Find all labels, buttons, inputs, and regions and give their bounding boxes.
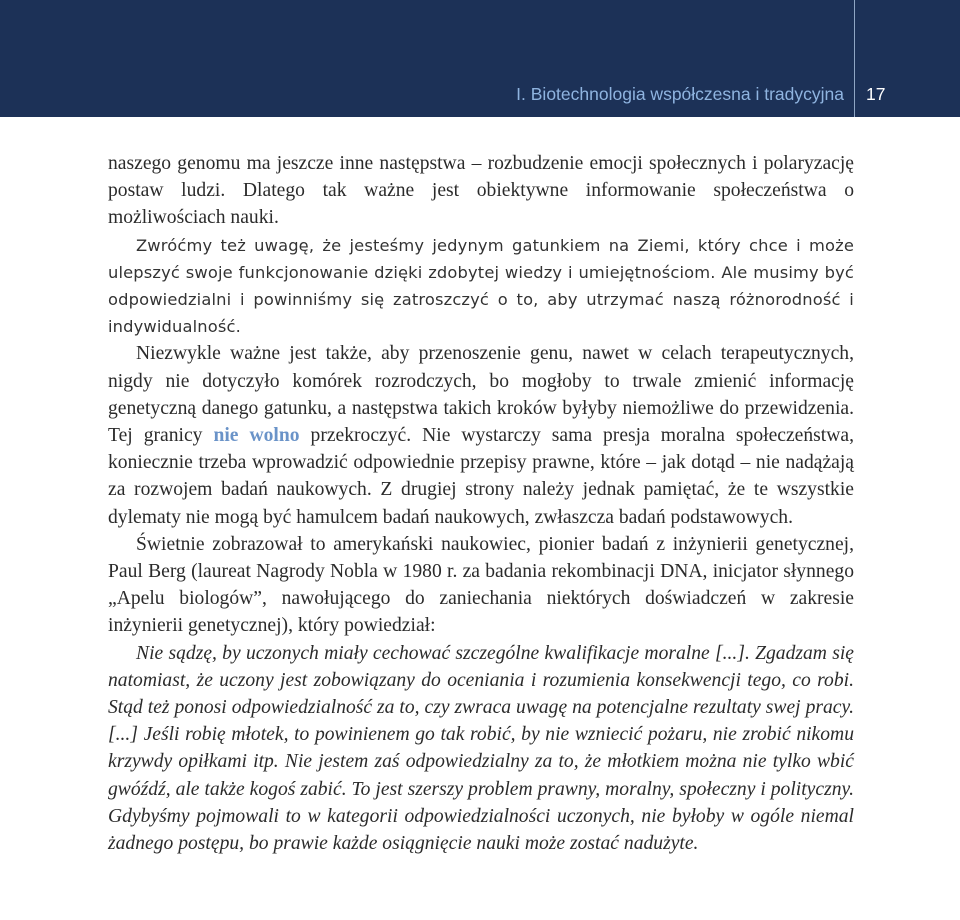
highlighted-phrase: nie wolno (213, 425, 300, 447)
paragraph-4: Świetnie zobrazował to amerykański naukowiec, pionier badań z inżynierii genetycznej, Paul Berg (laureat Nagrody Nobla w 1980 r. za badania rekombinacji DNA, inicjator słynnego „Apelu biologów”, nawołującego do zaniechania niektórych doświadczeń w zakresie inżynierii genetycznej), który powiedział: (108, 533, 854, 637)
paragraph-3-text-b: przekroczyć. Nie wystarczy sama presja moralna społeczeństwa, koniecznie trzeba wprowadzić odpowiednie przepisy prawne, które – jak dotąd – nie nadążają za rozwojem badań naukowych. Z drugiej strony należy jednak pamiętać, że te wszystkie dylematy nie mogą być hamulcem badań naukowych, zwłaszcza badań podstawowych. (108, 425, 854, 528)
body-text (108, 150, 854, 857)
paragraph-3 (108, 340, 854, 530)
page-number: 17 (866, 84, 886, 104)
berg-quote: Nie sądzę, by uczonych miały cechować szczególne kwalifikacje moralne [...]. Zgadzam się natomiast, że uczony jest zobowiązany do oceniania i rozumienia konsekwencji tego, co robi. Stąd też ponosi odpowiedzialność za to, czy zwraca uwagę na potencjalne rezultaty swej pracy. [...] Jeśli robię młotek, to powinienem go tak robić, by nie wzniecić pożaru, nie zrobić nikomu krzywdy opiłkami itp. Nie jestem zaś odpowiedzialny za to, że młotkiem można nie tylko wbić gwóźdź, ale także kogoś zabić. To jest szerszy problem prawny, moralny, społeczny i polityczny. Gdybyśmy pojmowali to w kategorii odpowiedzialności uczonych, nie byłoby w ogóle niemal żadnego postępu, bo prawie każde osiągnięcie nauki może zostać nadużyte. (108, 642, 854, 855)
paragraph-2: Zwróćmy też uwagę, że jesteśmy jedynym gatunkiem na Ziemi, który chce i może ulepszyć swoje funkcjonowanie dzięki zdobytej wiedzy i umiejętnościom. Ale musimy być odpowiedzialni i powinniśmy się zatroszczyć o to, aby utrzymać naszą różnorodność i indywidualność. (108, 235, 854, 337)
page-header (0, 0, 960, 117)
paragraph-3-text-a: Niezwykle ważne jest także, aby przenoszenie genu, nawet w celach terapeutycznych, nigdy nie dotyczyło komórek rozrodczych, bo mogłoby to trwale zmienić informację genetyczną danego gatunku, a następstwa takich kroków byłyby niemożliwe do przewidzenia. Tej granicy (108, 343, 854, 447)
paragraph-1: naszego genomu ma jeszcze inne następstwa – rozbudzenie emocji społecznych i polaryzację postaw ludzi. Dlatego tak ważne jest obiektywne informowanie społeczeństwa o możliwościach nauki. (108, 153, 854, 229)
header-divider (854, 0, 855, 117)
chapter-title: I. Biotechnologia współczesna i tradycyjna (516, 84, 844, 104)
